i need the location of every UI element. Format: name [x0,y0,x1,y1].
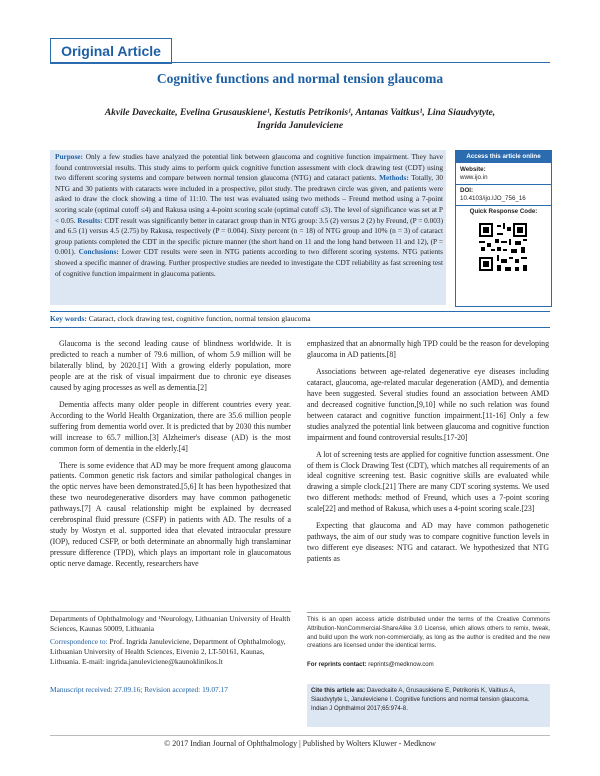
keywords-divider-bottom [50,327,550,328]
purpose-text: Only a few studies have analyzed the potential link between glaucoma and cognitive function impairment. They have found controversial results. This study aims to perform quick cognitive function assessment with clock drawing test (CDT) using two different scoring systems and compare between normal tension glaucoma (NTG) and cataract patients. [55,152,443,183]
body-column-right [307,339,549,571]
author-list [80,107,520,133]
access-online-heading: Access this article online [456,151,551,163]
affiliation-divider [50,611,291,612]
author-line-1: Akvile Daveckaite, Evelina Grusauskiene¹, Kestutis Petrikonis¹, Antanas Vaitkus¹, Lina Siaudvytyte, [104,108,496,118]
doi-link[interactable]: 10.4103/ijo.IJO_756_16 [460,195,526,202]
footer-divider [50,735,550,736]
methods-label: Methods: [379,173,409,183]
cite-this-article [311,687,547,713]
paragraph: There is some evidence that AD may be more frequent among glaucoma patients. Common genetic risk factors and similar pathological changes in the optic nerves have been demonstrated.[5,6] It has been hypothesized that these two neurodegenerative disorders may have common pathogenetic pathways.[7] A causal relationship might be explained by decreased cerebrospinal fluid pressure (CSFP) in patients with AD. The results of a study by Wostyn et al. supported idea that elevated intraocular pressure (IOP), reduced CSFP, or both determinate an abnormally high translaminar pressure difference (TPD), which plays an important role in glaucomatous optic nerve damage. Recently, researchers have [50,460,291,569]
cite-text: Daveckaite A, Grusauskiene E, Petrikonis K, Vaitkus A, Siaudvytyte L, Januleviciene I. Cognitive functions and normal tension glaucoma. Indian J Ophthalmol 2017;65:974-8. [311,687,530,712]
website-link[interactable]: www.ijo.in [460,174,488,181]
reprints-label: For reprints contact: [307,661,367,668]
paragraph: Glaucoma is the second leading cause of blindness worldwide. It is predicted to reach a number of 79.6 million, of whom 5.9 million will be bilaterally blind, by 2020.[1] With a growing elderly population, more people are at the risk of visual impairment due to chronic eye diseases caused by aging processes as well as dementia.[2] [50,339,291,392]
article-title: Cognitive functions and normal tension glaucoma [156,71,444,86]
keywords-divider-top [50,311,550,312]
article-type-label: Original Article [50,38,172,64]
paragraph: emphasized that an abnormally high TPD could be the reason for developing glaucoma in AD patients.[8] [307,339,549,359]
paragraph: Dementia affects many older people in different countries every year. According to the World Health Organization, there are 35.6 million people suffering from dementia world over. It is predicted that by 2030 this number will increase to 65.7 million.[3] Alzheimer's disease (AD) is the most common form of dementia in the elderly.[4] [50,399,291,453]
abstract [55,152,443,279]
website-label: Website: [460,166,486,173]
results-label: Results: [77,215,103,225]
paragraph: Associations between age-related degenerative eye diseases including cataract, glaucoma, age-related macular degeneration (AMD), and dementia have been suggested. Several studies found an association between AMD and decreased cognitive function,[9,10] while no such relation was found between cataract and cognitive function impairment.[11-16] Only a few studies analyzed the potential link between glaucoma and cognitive function impairment and found controversial results.[17-20] [307,366,549,442]
methods-text: Totally, 30 NTG and 30 patients with cataracts were included in a prospective, pilot study. The predrawn circle was given, and patients were asked to draw the clock showing a time of 11:10. The test was evaluated using two methods – Freund method using a 7-point scoring scale (optimal cutoff ≤4) and Rakusa using a 4-point scoring scale (optimal cutoff ≤3). The level of significance was set at P < 0.05. [55,173,443,225]
purpose-label: Purpose: [55,152,83,161]
correspondence-text: Prof. Ingrida Januleviciene, Department of Ophthalmology, Lithuanian University of Health Sciences, Eiveniu 2, LT-50161, Kaunas, Lithuania. E-mail: ingrida.januleviciene@kaunoklinikos.lt [50,637,286,667]
paragraph: Expecting that glaucoma and AD may have common pathogenetic pathways, the aim of our study was to compare cognitive function levels in two different eye diseases: NTG and cataract. We hypothesized that NTG patients as [307,521,549,564]
license-divider [307,612,550,613]
keywords [50,313,550,325]
body-column-left [50,339,291,576]
conclusions-text: Lower CDT results were seen in NTG patients according to two different scoring systems. NTG patients showed a specific manner of drawing. Further prospective studies are needed to investigate the CDT reliability as fast screening test of cognitive function impairment in glaucoma patients. [55,247,443,278]
author-line-2: Ingrida Januleviciene [256,121,344,131]
qr-label: Quick Response Code: [469,208,538,215]
qr-code-icon[interactable] [477,221,529,273]
results-text: CDT result was significantly better in cataract group than in NTG group: 3.5 (2) versus 2 (2) by Freund, (P = 0.003) and 6.5 (1) versus 4.5 (2.75) by Rakusa, respectively (P = 0.004). Sixty percent (n = 18) of NTG group and 10% (n = 3) of cataract group patients completed the CDT in the specific picture manner (the short hand on 11 and the long hand between 11 and 12), (P = 0.001). [55,215,443,257]
correspondence [50,637,291,668]
manuscript-dates: Manuscript received: 27.09.16; Revision accepted: 19.07.17 [50,685,228,694]
keywords-label: Key words: [50,314,87,323]
license-text: This is an open access article distributed under the terms of the Creative Commons Attribution-NonCommercial-ShareAlike 3.0 License, which allows others to remix, tweak, and build upon the work non-commercially, as long as the author is credited and the new creations are licensed under the identical terms. [307,616,550,650]
cite-label: Cite this article as: [311,687,366,694]
page-footer: © 2017 Indian Journal of Ophthalmology | Published by Wolters Kluwer - Medknow [164,739,436,748]
header-divider [50,62,550,63]
affiliation: Departments of Ophthalmology and ¹Neurology, Lithuanian University of Health Sciences, Kaunas 50009, Lithuania [50,614,291,634]
paragraph: A lot of screening tests are applied for cognitive function assessment. One of them is Clock Drawing Test (CDT), which matches all requirements of an ideal cognitive screening test. Basic cognitive skills are evaluated while drawing a simple clock.[21] There are many CDT scoring systems. We used two different methods: method of Freund, which uses a 7-point scoring scale[22] and method of Rakusa, which uses a 4-point scoring scale.[23] [307,449,549,514]
doi-label: DOI: [460,187,474,194]
conclusions-label: Conclusions: [78,247,119,257]
keywords-text: Cataract, clock drawing test, cognitive function, normal tension glaucoma [88,314,311,323]
access-online-box [455,150,552,307]
sidebar-divider [456,205,551,206]
correspondence-label: Correspondence to: [50,637,108,646]
reprints [307,661,550,670]
sidebar-divider [456,184,551,185]
reprints-email[interactable]: reprints@medknow.com [368,661,434,668]
